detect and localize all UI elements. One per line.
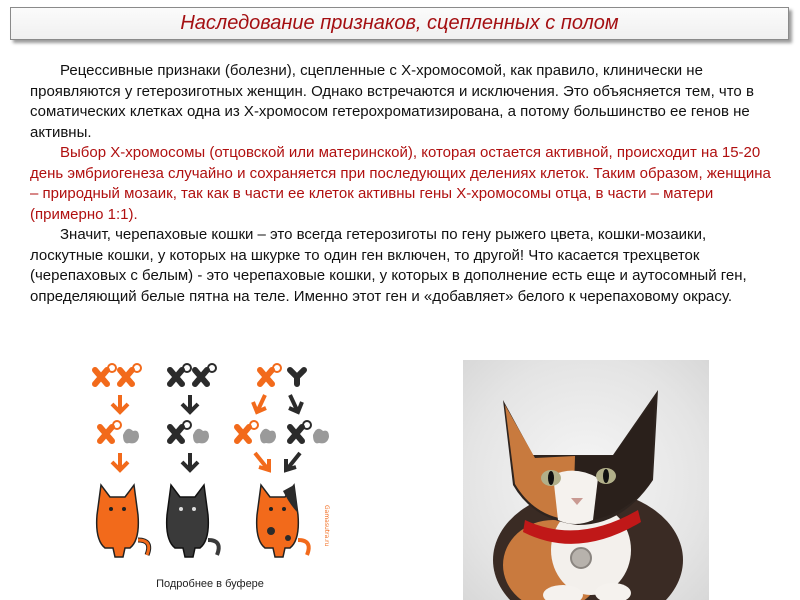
kitten-photo [463, 360, 709, 600]
side-watermark: Gamasutra.ru [323, 505, 330, 547]
arrow-down-icon [182, 453, 198, 470]
inheritance-diagram [85, 355, 340, 575]
arrow-down-icon [182, 395, 198, 412]
genotype-orange-parents [95, 364, 141, 384]
arrow-down-icon [286, 453, 300, 470]
inheritance-diagram-graphic [85, 355, 340, 575]
slide-title-bar [10, 7, 789, 40]
body-text [30, 61, 772, 307]
paragraph-tortoiseshell-cats: Значит, черепаховые кошки – это всегда гетерозиготы по гену рыжего цвета, кошки-мозаики, лоскутные кошки, у которых на шкурке то один ген включен, то другой! Что касается трехцветок (черепаховых с белым) - это черепаховые кошки, у которых в дополнение есть еще и аутосомный ген, определяющий белые пятна на теле. Именно этот ген и «добавляет» белого к черепаховому окрасу. [30, 226, 747, 305]
cat-tortoiseshell-icon [257, 485, 309, 557]
cat-black-icon [167, 485, 219, 557]
genotype-mixed-offspring [237, 421, 329, 443]
arrow-down-icon [112, 453, 128, 470]
genotype-mixed-parents [260, 364, 304, 384]
kitten-photo-graphic [463, 360, 709, 600]
figure-caption: Подробнее в буфере [156, 578, 264, 590]
arrow-down-icon [255, 453, 269, 470]
genotype-black-offspring [170, 421, 209, 443]
arrow-down-icon [112, 395, 128, 412]
slide-title: Наследование признаков, сцепленных с полом [180, 12, 619, 34]
paragraph-recessive-traits: Рецессивные признаки (болезни), сцепленные с Х-хромосомой, как правило, клинически не проявляются у гетерозиготных женщин. Однако встречаются и исключения. Это объясняется тем, что в соматических клетках одна из Х-хромосом гетерохроматизирована, а потому большинство ее генов не активны. [30, 62, 754, 141]
arrow-down-icon [253, 395, 266, 412]
genotype-orange-offspring [100, 421, 139, 443]
paragraph-x-inactivation: Выбор Х-хромосомы (отцовской или материнской), которая остается активной, происходит на 15-20 день эмбриогенеза случайно и сохраняется при последующих делениях клеток. Таким образом, женщина – природный мозаик, так как в части ее клеток активны гены Х-хромосомы отца, в части – матери (примерно 1:1). [30, 144, 771, 223]
genotype-black-parents [170, 364, 216, 384]
arrow-down-icon [289, 395, 302, 412]
cat-orange-icon [97, 485, 149, 557]
